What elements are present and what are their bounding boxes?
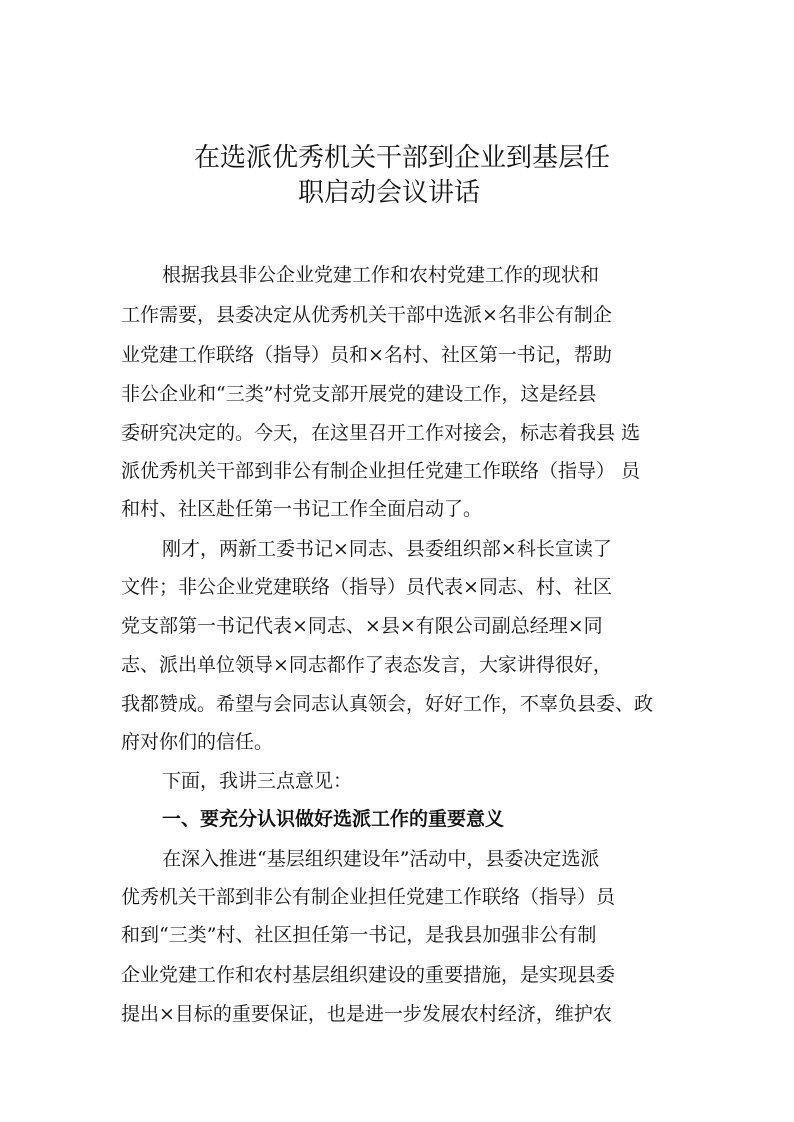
- paragraph-2-line-1: 刚才，两新工委书记×同志、县委组织部×科长宣读了: [162, 538, 612, 560]
- paragraph-1-line-4: 非公企业和“三类”村党支部开展党的建设工作，这是经县: [121, 383, 597, 405]
- paragraph-4-line-5: 提出×目标的重要保证，也是进一步发展农村经济，维护农: [121, 1003, 612, 1025]
- paragraph-2-line-6: 府对你们的信任。: [121, 731, 274, 753]
- document-title-line-1: 在选派优秀机关干部到企业到基层任: [194, 143, 611, 173]
- paragraph-2-line-4: 志、派出单位领导×同志都作了表态发言，大家讲得很好，: [121, 654, 612, 676]
- paragraph-2-line-5: 我都赞成。希望与会同志认真领会，好好工作，不辜负县委、政: [121, 693, 654, 715]
- paragraph-1-line-3: 业党建工作联络（指导）员和×名村、社区第一书记，帮助: [121, 344, 612, 366]
- document-title-line-2: 职启动会议讲话: [298, 178, 481, 208]
- paragraph-2-line-3: 党支部第一书记代表×同志、×县×有限公司副总经理×同: [121, 615, 603, 637]
- paragraph-1-line-6: 派优秀机关干部到非公有制企业担任党建工作联络（指导） 员: [121, 460, 641, 482]
- paragraph-2-line-2: 文件；非公企业党建联络（指导）员代表×同志、村、社区: [121, 576, 612, 598]
- paragraph-4-line-1: 在深入推进“基层组织建设年”活动中，县委决定选派: [162, 848, 600, 870]
- paragraph-4-line-4: 企业党建工作和农村基层组织建设的重要措施，是实现县委: [121, 964, 616, 986]
- paragraph-4-line-3: 和到“三类”村、社区担任第一书记，是我县加强非公有制: [121, 924, 597, 946]
- paragraph-1-line-2: 工作需要，县委决定从优秀机关干部中选派×名非公有制企: [121, 304, 612, 326]
- section-1-heading: 一、要充分认识做好选派工作的重要意义: [162, 808, 505, 830]
- paragraph-1-line-7: 和村、社区赴任第一书记工作全面启动了。: [121, 498, 483, 520]
- paragraph-1-line-1: 根据我县非公企业党建工作和农村党建工作的现状和: [162, 264, 600, 286]
- paragraph-3-line-1: 下面，我讲三点意见：: [162, 770, 353, 792]
- paragraph-4-line-2: 优秀机关干部到非公有制企业担任党建工作联络（指导）员: [121, 886, 616, 908]
- paragraph-1-line-5: 委研究决定的。今天，在这里召开工作对接会，标志着我县 选: [121, 422, 641, 444]
